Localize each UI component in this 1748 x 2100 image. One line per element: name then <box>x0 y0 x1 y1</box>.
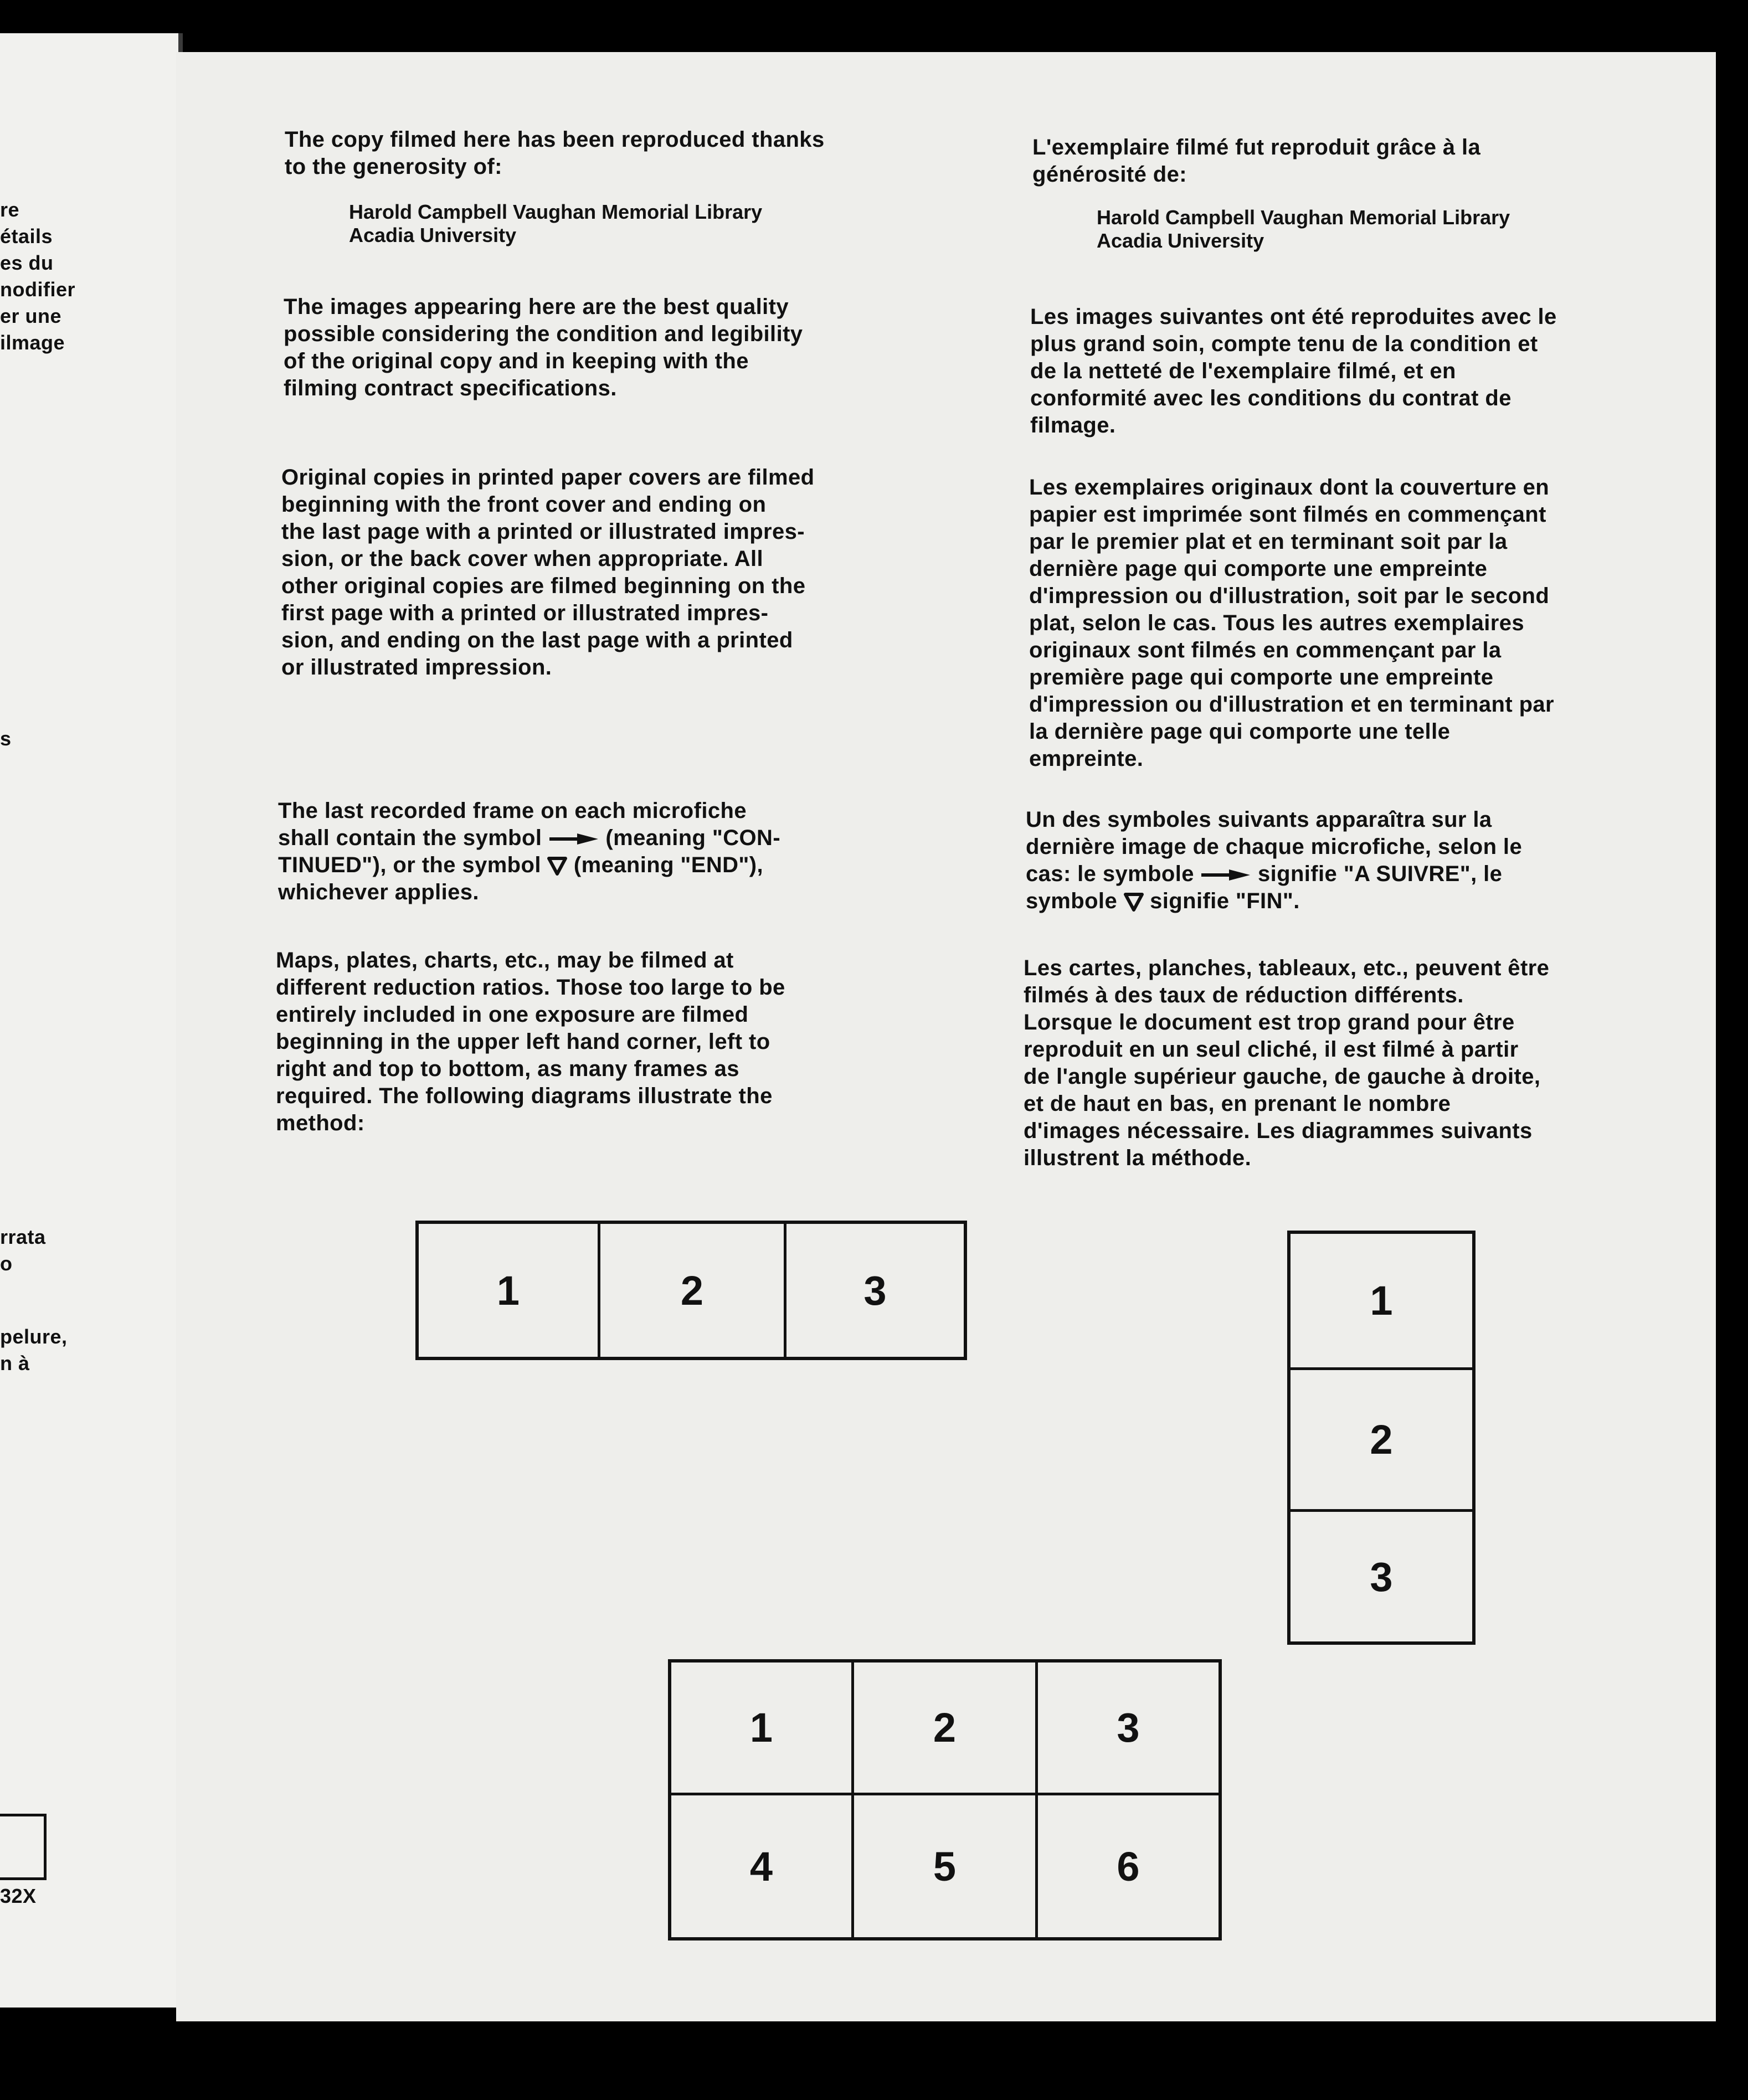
text-line: filmage. <box>1030 413 1116 437</box>
text-line: illustrent la méthode. <box>1024 1146 1252 1170</box>
symbols-paragraph-fr <box>1026 806 1522 915</box>
text-line: the last page with a printed or illustrated impres- <box>281 519 805 544</box>
text-line: required. The following diagrams illustrate the <box>276 1084 773 1108</box>
text-line: Les cartes, planches, tableaux, etc., peuvent être <box>1024 956 1550 980</box>
prev-page-fragment: 32X <box>0 1885 37 1907</box>
end-triangle-icon <box>547 857 567 876</box>
text-line: of the original copy and in keeping with the <box>284 349 749 373</box>
quality-paragraph-fr <box>1030 303 1557 439</box>
prev-page-fragment: pelure, <box>0 1325 68 1348</box>
text-fragment: cas: le symbole <box>1026 862 1201 886</box>
text-line: first page with a printed or illustrated impres- <box>281 601 769 625</box>
diagram-cell: 3 <box>1370 1553 1393 1600</box>
text-line: plat, selon le cas. Tous les autres exemplaires <box>1029 611 1525 635</box>
text-line: other original copies are filmed beginning on the <box>281 574 806 598</box>
text-fragment: shall contain the symbol <box>278 826 548 850</box>
text-line: conformité avec les conditions du contrat de <box>1030 386 1511 410</box>
prev-page-fragment: étails <box>0 225 53 248</box>
prev-page-fragment: ilmage <box>0 331 65 354</box>
text-line: dernière image de chaque microfiche, selon le <box>1026 835 1523 859</box>
text-line: première page qui comporte une empreinte <box>1029 665 1494 689</box>
text-line: la dernière page qui comporte une telle <box>1029 719 1451 744</box>
library-name-fr <box>1097 206 1510 253</box>
text-line: Maps, plates, charts, etc., may be filmed at <box>276 948 734 972</box>
text-line <box>278 825 780 852</box>
prev-page-fragment: re <box>0 198 20 221</box>
text-line: The images appearing here are the best quality <box>284 295 789 319</box>
diagram-horizontal <box>415 1221 967 1360</box>
text-fragment: signifie "FIN". <box>1143 889 1300 913</box>
text-line: papier est imprimée sont filmés en commençant <box>1029 502 1546 527</box>
prev-page-fragment: s <box>0 727 12 750</box>
text-line <box>1026 861 1522 888</box>
text-line: or illustrated impression. <box>281 655 552 680</box>
text-fragment: (meaning "END"), <box>567 853 764 877</box>
covers-paragraph-en <box>281 464 815 681</box>
text-line: filmés à des taux de réduction différents. <box>1024 983 1464 1007</box>
text-line: entirely included in one exposure are filmed <box>276 1002 749 1027</box>
diagram-grid <box>668 1659 1222 1941</box>
text-line: method: <box>276 1111 365 1135</box>
text-line: et de haut en bas, en prenant le nombre <box>1024 1092 1451 1116</box>
text-fragment: symbole <box>1026 889 1124 913</box>
text-line <box>278 852 780 879</box>
quality-paragraph-en <box>284 294 803 402</box>
prev-page-fragment: nodifier <box>0 278 75 301</box>
text-line: Original copies in printed paper covers are filmed <box>281 465 815 490</box>
covers-paragraph-fr <box>1029 474 1554 773</box>
text-line: d'images nécessaire. Les diagrammes suivants <box>1024 1119 1533 1143</box>
prev-page-fragment: es du <box>0 251 54 274</box>
diagram-cell: 1 <box>419 1224 600 1357</box>
text-line: different reduction ratios. Those too large to be <box>276 975 785 1000</box>
text-line: The last recorded frame on each microfiche <box>278 799 747 823</box>
continued-arrow-icon <box>1200 868 1251 882</box>
diagram-cell: 1 <box>1291 1234 1472 1370</box>
text-line: par le premier plat et en terminant soit par la <box>1029 529 1508 554</box>
text-line: Acadia University <box>1097 229 1264 252</box>
text-line: right and top to bottom, as many frames as <box>276 1057 739 1081</box>
prev-page-box <box>0 1814 47 1880</box>
text-line: d'impression ou d'illustration, soit par le second <box>1029 584 1550 608</box>
text-line: sion, and ending on the last page with a printed <box>281 628 793 652</box>
text-line: Les images suivantes ont été reproduites avec le <box>1030 305 1557 329</box>
diagram-cell: 3 <box>863 1267 887 1314</box>
diagram-cell: 5 <box>854 1795 1038 1937</box>
text-line: reproduit en un seul cliché, il est filmé à partir <box>1024 1037 1519 1062</box>
text-line: empreinte. <box>1029 747 1144 771</box>
text-fragment: (meaning "CON- <box>599 826 781 850</box>
text-line: générosité de: <box>1032 162 1187 187</box>
prev-page-fragment: rrata <box>0 1226 46 1248</box>
text-line: de l'angle supérieur gauche, de gauche à droite, <box>1024 1064 1541 1089</box>
diagram-cell: 3 <box>1038 1662 1219 1795</box>
continued-arrow-icon <box>548 832 599 846</box>
text-line: d'impression ou d'illustration et en terminant par <box>1029 692 1555 717</box>
symbols-paragraph-en <box>278 797 780 906</box>
prev-page-fragment: n à <box>0 1352 30 1375</box>
diagram-cell: 2 <box>1291 1370 1472 1512</box>
previous-page-edge <box>0 33 178 2008</box>
text-line: Harold Campbell Vaughan Memorial Library <box>1097 206 1510 229</box>
text-line: Acadia University <box>349 224 517 246</box>
text-line: The copy filmed here has been reproduced thanks <box>285 127 825 152</box>
main-page <box>176 52 1716 2024</box>
text-line: L'exemplaire filmé fut reproduit grâce à la <box>1032 135 1481 159</box>
text-line: whichever applies. <box>278 880 479 904</box>
text-line <box>1026 888 1522 915</box>
text-line: possible considering the condition and legibility <box>284 322 803 346</box>
text-line: Les exemplaires originaux dont la couverture en <box>1029 475 1550 500</box>
text-line: plus grand soin, compte tenu de la condition et <box>1030 332 1538 356</box>
text-line: sion, or the back cover when appropriate. All <box>281 547 764 571</box>
text-line: originaux sont filmés en commençant par la <box>1029 638 1502 662</box>
diagram-vertical <box>1287 1231 1475 1645</box>
text-fragment: signifie "A SUIVRE", le <box>1251 862 1503 886</box>
text-line: beginning with the front cover and ending on <box>281 492 767 517</box>
prev-page-fragment: o <box>0 1252 13 1275</box>
maps-paragraph-fr <box>1024 955 1549 1172</box>
text-line: Harold Campbell Vaughan Memorial Library <box>349 200 763 223</box>
end-triangle-icon <box>1124 893 1144 912</box>
text-line: dernière page qui comporte une empreinte <box>1029 557 1488 581</box>
scan-border <box>0 2021 1748 2100</box>
diagram-cell: 6 <box>1117 1843 1140 1890</box>
diagram-cell: 2 <box>600 1224 786 1357</box>
text-line: to the generosity of: <box>285 155 502 179</box>
thanks-intro-en <box>285 126 825 181</box>
text-fragment: TINUED"), or the symbol <box>278 853 548 877</box>
diagram-cell: 2 <box>854 1662 1038 1795</box>
text-line: filming contract specifications. <box>284 376 617 400</box>
text-line: Un des symboles suivants apparaîtra sur la <box>1026 807 1492 832</box>
diagram-cell: 4 <box>671 1795 854 1937</box>
thanks-intro-fr <box>1032 134 1480 188</box>
library-name-en <box>349 200 762 247</box>
text-line: beginning in the upper left hand corner, left to <box>276 1030 770 1054</box>
text-line: de la netteté de l'exemplaire filmé, et en <box>1030 359 1456 383</box>
diagram-cell: 1 <box>671 1662 854 1795</box>
text-line: Lorsque le document est trop grand pour être <box>1024 1010 1515 1034</box>
prev-page-fragment: er une <box>0 305 62 327</box>
maps-paragraph-en <box>276 947 785 1137</box>
